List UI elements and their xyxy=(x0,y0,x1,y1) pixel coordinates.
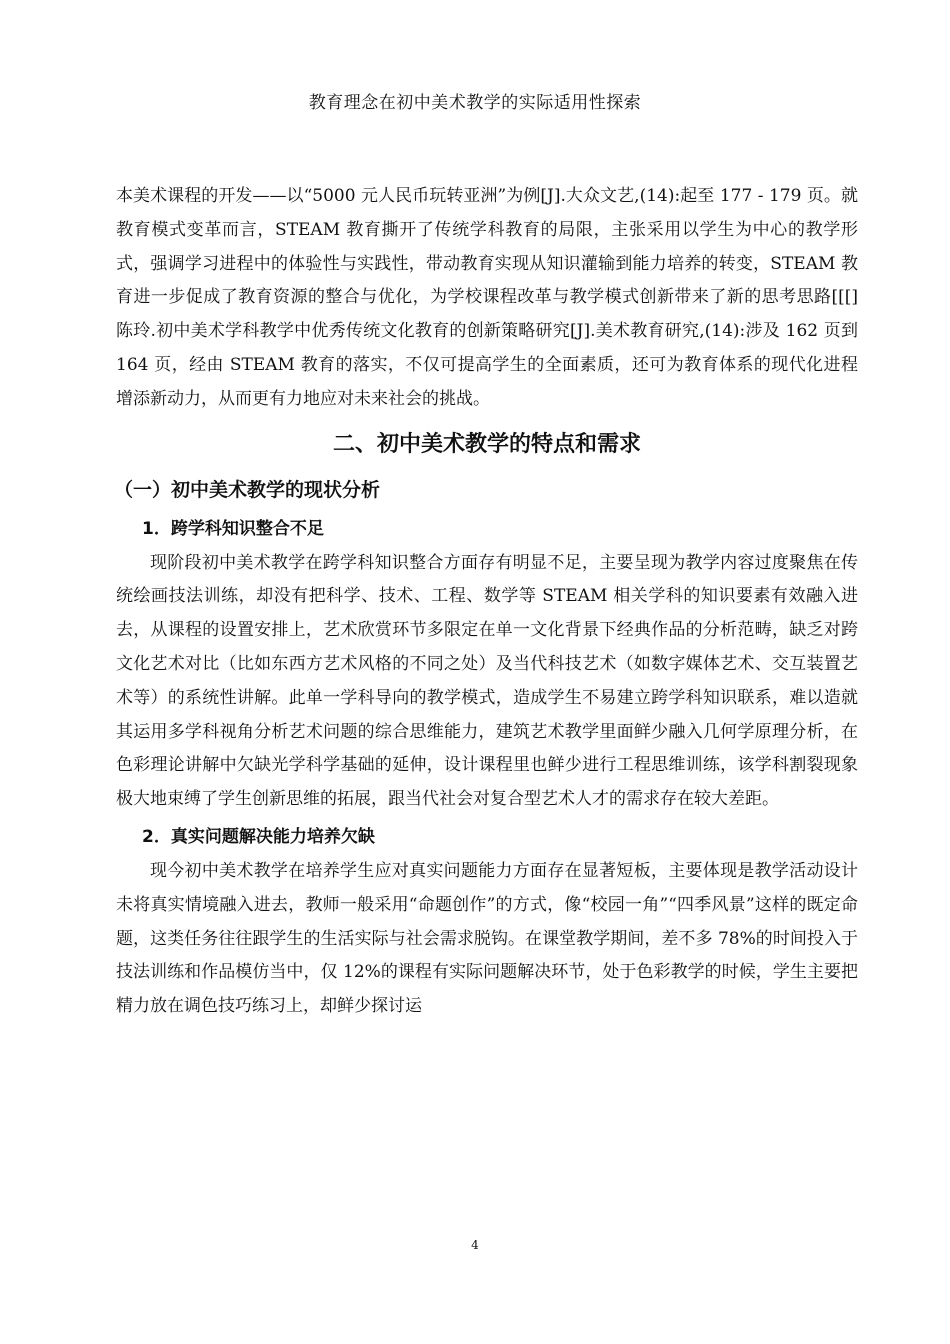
page-number: 4 xyxy=(471,1238,479,1252)
paragraph-item-1: 现阶段初中美术教学在跨学科知识整合方面存有明显不足，主要呈现为教学内容过度聚焦在传统绘画技法训练，却没有把科学、技术、工程、数学等 STEAM 相关学科的知识要素有效融入进去，从课程的设置安排上，艺术欣赏环节多限定在单一文化背景下经典作品的分析范畴，缺乏对跨文化艺术对比（比如东西方艺术风格的不同之处）及当代科技艺术（如数字媒体艺术、交互装置艺术等）的系统性讲解。此单一学科导向的教学模式，造成学生不易建立跨学科知识联系，难以造就其运用多学科视角分析艺术问题的综合思维能力，建筑艺术教学里面鲜少融入几何学原理分析，在色彩理论讲解中欠缺光学科学基础的延伸，设计课程里也鲜少进行工程思维训练，该学科割裂现象极大地束缚了学生创新思维的拓展，跟当代社会对复合型艺术人才的需求存在较大差距。 xyxy=(116,552,858,810)
subsection-heading: （一）初中美术教学的现状分析 xyxy=(114,478,381,501)
section-heading: 二、初中美术教学的特点和需求 xyxy=(332,431,641,457)
document-body xyxy=(116,180,858,1024)
paragraph-item-2: 现今初中美术教学在培养学生应对真实问题能力方面存在显著短板，主要体现是教学活动设计未将真实情境融入进去，教师一般采用“命题创作”的方式，像“校园一角”“四季风景”这样的既定命题，这类任务往往跟学生的生活实际与社会需求脱钩。在课堂教学期间，差不多 78%的时间投入于技法训练和作品模仿当中，仅 12%的课程有实际问题解决环节，处于色彩教学的时候，学生主要把精力放在调色技巧练习上，却鲜少探讨运 xyxy=(116,860,858,1017)
running-header: 教育理念在初中美术教学的实际适用性探索 xyxy=(308,93,642,113)
paragraph-continued: 本美术课程的开发——以“5000 元人民币玩转亚洲”为例[J].大众文艺,(14):起至 177 - 179 页。就教育模式变革而言，STEAM 教育撕开了传统学科教育的局限，主张采用以学生为中心的教学形式，强调学习进程中的体验性与实践性，带动教育实现从知识灌输到能力培养的转变，STEAM 教育进一步促成了教育资源的整合与优化，为学校课程改革与教学模式创新带来了新的思考思路[[[] 陈玲.初中美术学科教学中优秀传统文化教育的创新策略研究[J].美术教育研究,(14):涉及 162 页到 164 页，经由 STEAM 教育的落实，不仅可提高学生的全面素质，还可为教育体系的现代化进程增添新动力，从而更有力地应对未来社会的挑战。 xyxy=(116,186,858,409)
item-heading-1: 1．跨学科知识整合不足 xyxy=(142,518,324,539)
item-heading-2: 2．真实问题解决能力培养欠缺 xyxy=(142,826,375,847)
